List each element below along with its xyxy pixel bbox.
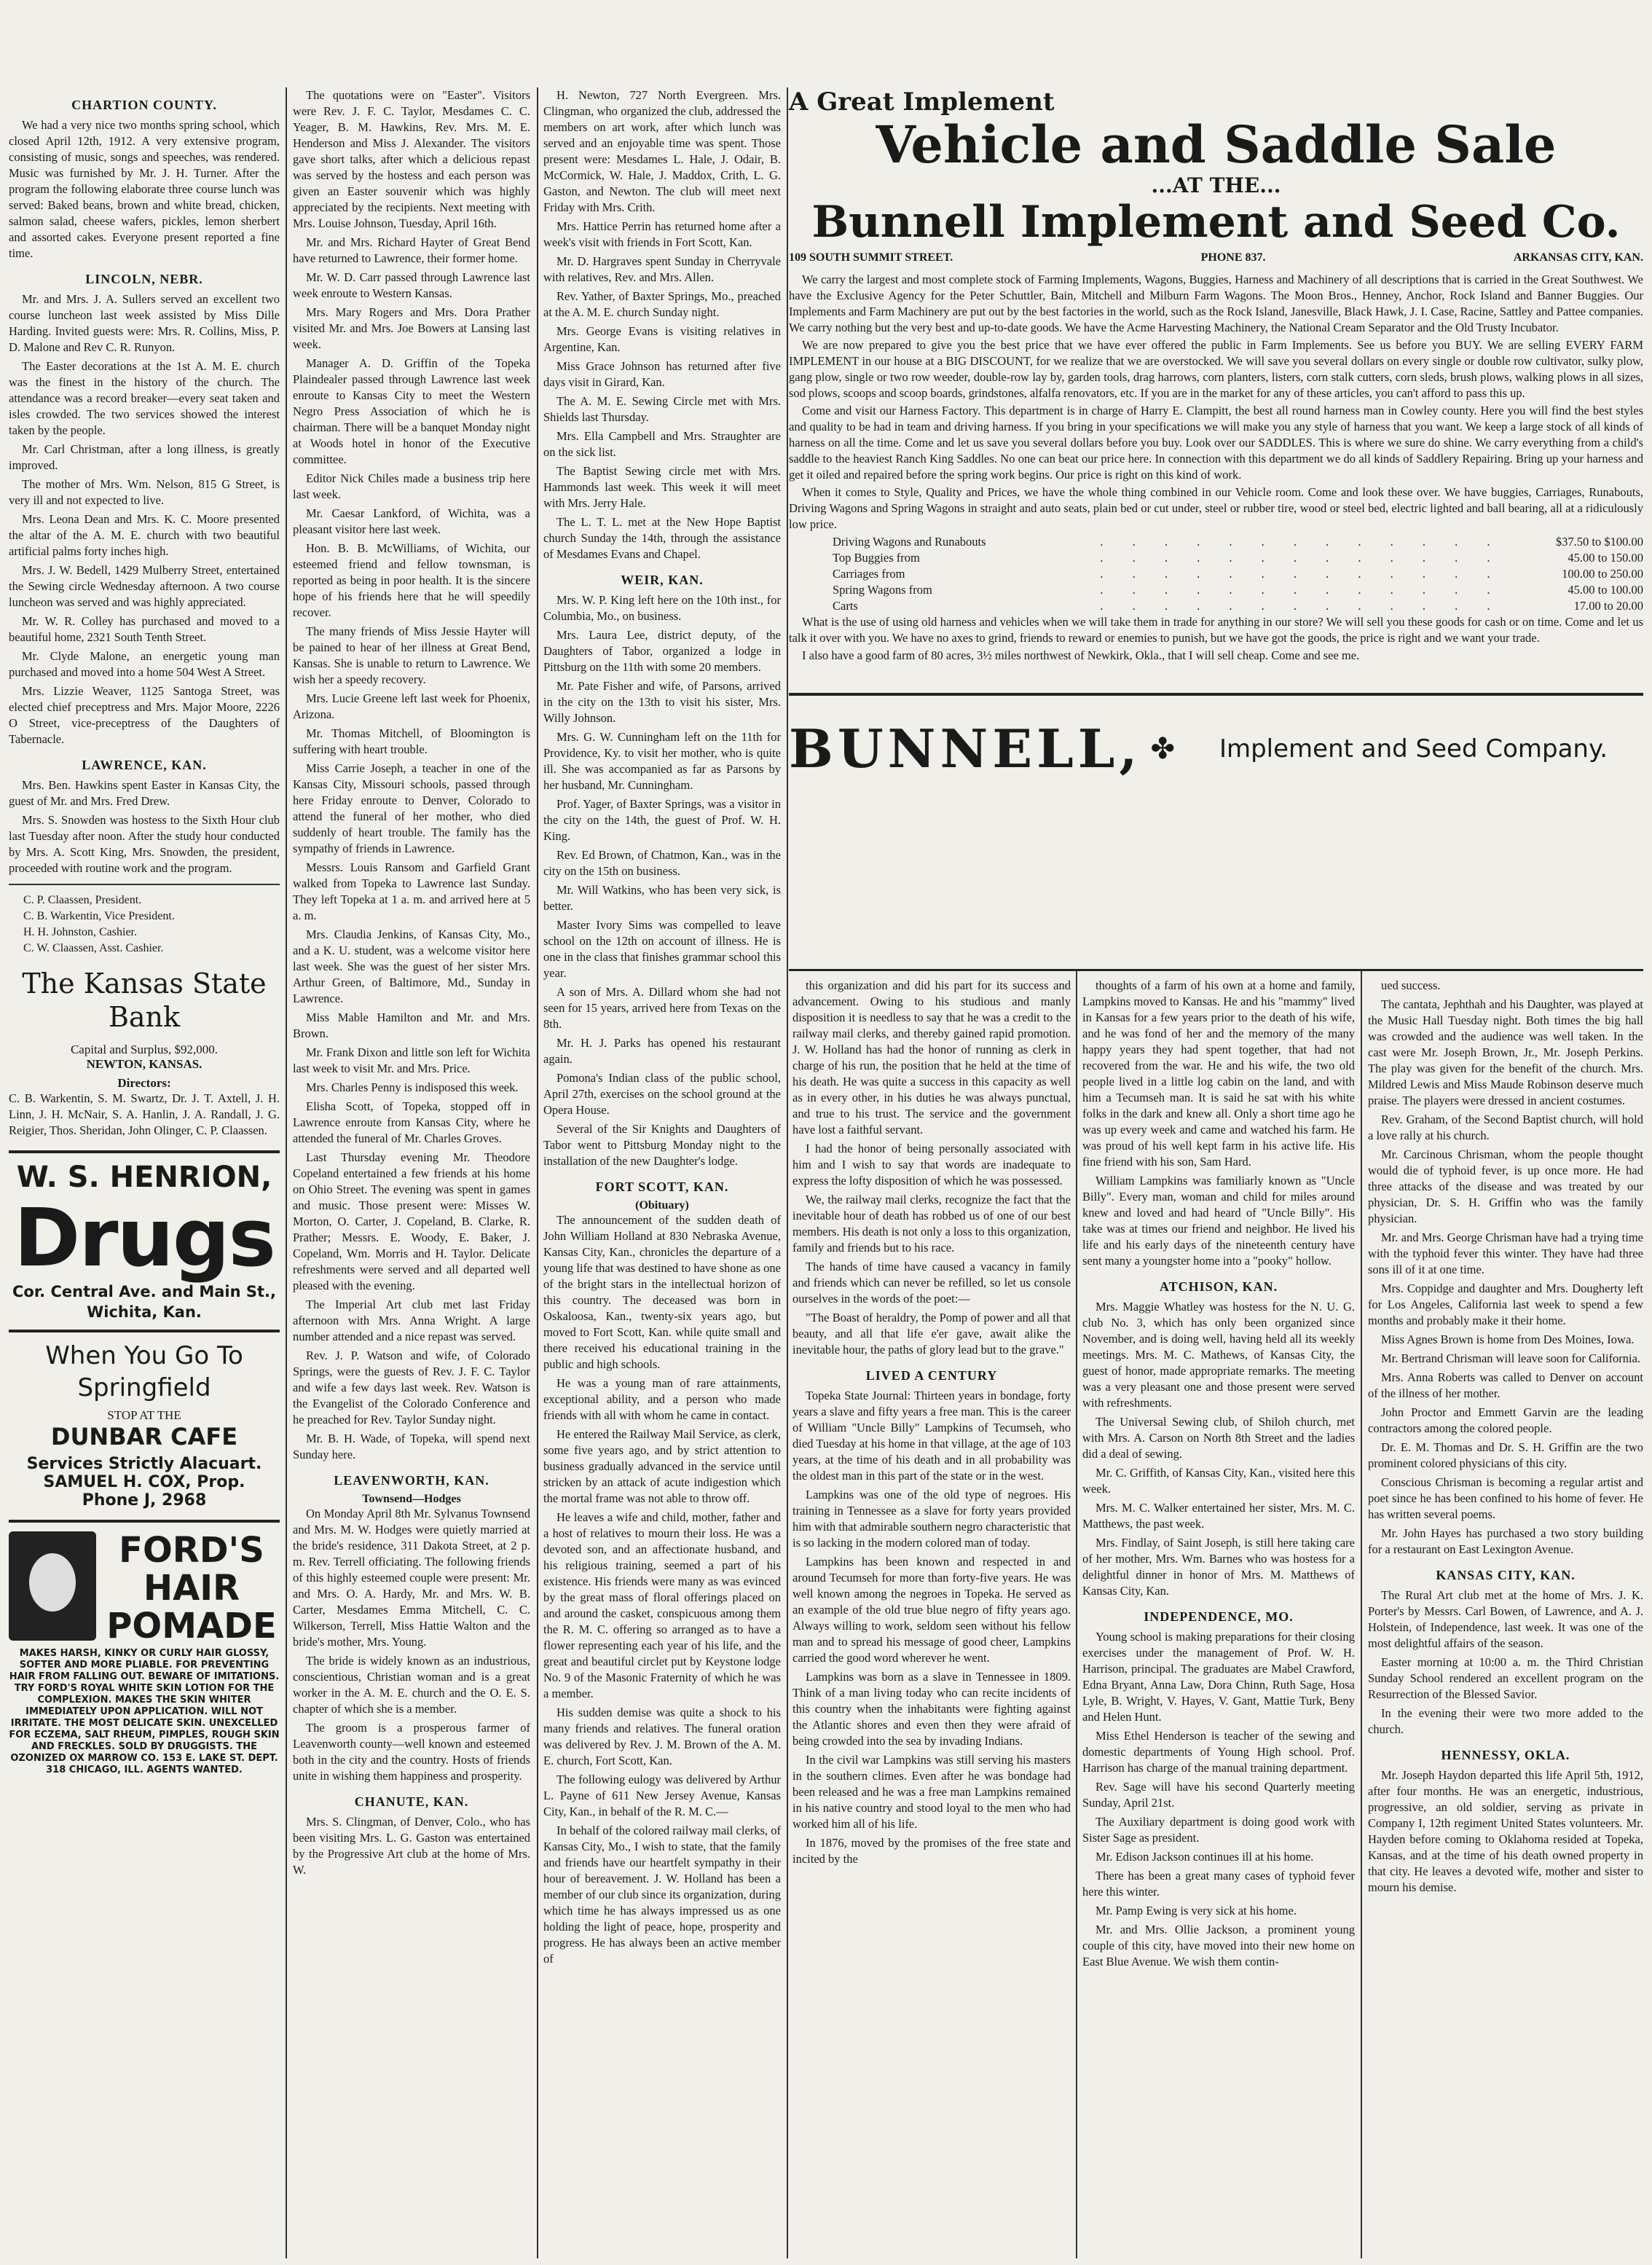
drugs-ad-name: W. S. HENRION, xyxy=(16,1161,272,1194)
ford-ad-title: FORD'S HAIR POMADE xyxy=(106,1530,277,1646)
ford-ad-text: MAKES HARSH, KINKY OR CURLY HAIR GLOSSY, SOFTER AND MORE PLIABLE. FOR PREVENTING HAIR FROM FALLING OUT. BEWARE OF IMITATIONS. TRY FORD'S ROYAL WHITE SKIN LOTION FOR THE COMPLEXION. MAKES THE SKIN WHITER IMMEDIATELY UPON APPLICATION. WILL NOT IRRITATE. THE MOST DELICATE SKIN. UNEXCELLED FOR ECZEMA, SALT RHEUM, PIMPLES, ROUGH SKIN AND FRECKLES. SOLD BY DRUGGISTS. THE OZONIZED OX MARROW CO. 153 E. LAKE ST. DEPT. 318 CHICAGO, ILL. AGENTS WANTED. xyxy=(9,1648,280,1775)
section-head-hennessy: HENNESSY, OKLA. xyxy=(1441,1748,1570,1762)
article-text: Mrs. G. W. Cunningham left on the 11th for Providence, Ky. to visit her mother, who is quite ill. She was accompanied as far as Parsons by her husband, Mr. Cunningham. xyxy=(543,730,781,792)
article-text: Mr. Clyde Malone, an energetic young man purchased and moved into a home 504 West A Street. xyxy=(9,649,280,679)
article-text: The Auxiliary department is doing good work with Sister Sage as president. xyxy=(1082,1815,1355,1845)
article-text: Easter morning at 10:00 a. m. the Third Christian Sunday School rendered an excellent program on the Resurrection of the Blessed Savior. xyxy=(1368,1655,1643,1701)
article-text: The announcement of the sudden death of John William Holland at 830 Nebraska Avenue, Kansas City, Kan., chronicles the departure of a young life that was destined to have shone as one of the bright stars in the intellectual horizon of this country. The deceased was born in Oskaloosa, Kan., twenty-six years ago, but moved to Fort Scott, Kan. while quite small and there received his educational training in the public and high schools. xyxy=(543,1213,781,1371)
article-text: Mr. D. Hargraves spent Sunday in Cherryvale with relatives, Rev. and Mrs. Allen. xyxy=(543,254,781,284)
ad-company-name: Bunnell Implement and Seed Co. xyxy=(811,197,1621,248)
ad-headline: Vehicle and Saddle Sale xyxy=(876,114,1557,175)
article-text: Mrs. Claudia Jenkins, of Kansas City, Mo., and a K. U. student, was a welcome visitor here last week. She was the guest of her sister Mrs. Arthur Green, of Baltimore, Md., Sunday in Lawrence. xyxy=(293,927,530,1005)
article-text: The quotations were on "Easter". Visitors were Rev. J. F. C. Taylor, Mesdames C. C. Yeager, B. M. Hawkins, Rev. Mrs. M. E. Henderson and Miss J. Alexander. The visitors gave short talks, after which a delicious repast was served by the hostess and each person was given an Easter souvenir which was highly appreciated by the recipients. Next meeting with Mrs. Louise Johnson, Tuesday, April 16th. xyxy=(293,88,530,230)
ad-top-line: A Great Implement xyxy=(789,87,1055,117)
article-text: Mrs. George Evans is visiting relatives in Argentine, Kan. xyxy=(543,324,781,354)
price-row: Carts . . . . . . . . . . . . . 17.00 to 20.00 xyxy=(833,599,1643,613)
column-2 xyxy=(293,87,530,2258)
article-text: Mr. W. D. Carr passed through Lawrence last week enroute to Western Kansas. xyxy=(293,270,530,300)
column-4 xyxy=(792,978,1071,2260)
article-text: He leaves a wife and child, mother, father and a host of relatives to mourn their loss. He was a devoted son, and an affectionate husband, and his religious training, seemed a part of his existence. His friends were many as was evinced by the great mass of floral offerings placed on and around the casket, conspicuous among them the R. M. C. offering so arranged as to have a flower representing each year of his life, and the great and beautiful circlet put by Keystone lodge No. 9 of the Masonic Fraternity of which he was a member. xyxy=(543,1510,781,1700)
article-text: The Imperial Art club met last Friday afternoon with Mrs. Anna Wright. A large number attended and a nice repast was served. xyxy=(293,1298,530,1343)
column-rule xyxy=(286,87,287,2258)
article-text: Mrs. S. Snowden was hostess to the Sixth Hour club last Tuesday after noon. After the study hour conducted by Mrs. A. Scott King, Mrs. Snowden, the president, proceeded with routine work and the program. xyxy=(9,813,280,875)
article-text: Mr. B. H. Wade, of Topeka, will spend next Sunday here. xyxy=(293,1432,530,1461)
article-text: Mrs. J. W. Bedell, 1429 Mulberry Street, entertained the Sewing circle Wednesday afternoon. A two course luncheon was served and was highly appreciated. xyxy=(9,563,280,609)
article-text: Master Ivory Sims was compelled to leave school on the 12th on account of illness. He is one in the class that finishes grammar school this year. xyxy=(543,918,781,980)
cafe-line: Services Strictly Alacuart. xyxy=(26,1455,262,1473)
article-text: He entered the Railway Mail Service, as clerk, some five years ago, and by strict attention to business gradually advanced in the service until stricken by an attack of acute indigestion which the mortal frame was not able to throw off. xyxy=(543,1427,781,1505)
column-rule xyxy=(1361,969,1362,2258)
ornament-icon: ✤ xyxy=(1150,732,1175,765)
cafe-ad xyxy=(9,1332,280,1523)
article-text: Lampkins was one of the old type of negroes. His training in Tennessee as a slave for forty years provided him with that admirable southern negro characteristic that is so lacking in the modern colored man of today. xyxy=(792,1488,1071,1550)
article-text: We, the railway mail clerks, recognize the fact that the inevitable hour of death has robbed us of one of our best members. His death is not only a loss to this organization, family and friends but to his race. xyxy=(792,1193,1071,1255)
article-text: H. Newton, 727 North Evergreen. Mrs. Clingman, who organized the club, addressed the members on art work, after which lunch was served and an enjoyable time was spent. Those present were: Mesdames L. Hale, J. Odair, B. McCormick, W. Hale, J. Maddox, Crith, L. G. Gaston, and Newton. The club will meet next Friday with Mrs. Crith. xyxy=(543,88,781,214)
article-text: thoughts of a farm of his own at a home and family, Lampkins moved to Kansas. He and his "mammy" lived in Kansas for a few years prior to the death of his wife, and he was fond of her and the memory of the many happy years they had spent together, that had not recovered from the war. He and his wife, the two old people lived in a little log cabin on the land, and with him a Tecumseh man. It is said he sat with his white folks in the dark and knew all. Only a short time ago he was up every week and came and watched his farm. He was proud of his well kept farm in his active life. His fine friend with his son, Sam Hard. xyxy=(1082,978,1355,1169)
price-row: Spring Wagons from . . . . . . . . . . . . . 45.00 to 100.00 xyxy=(833,583,1643,597)
article-text: Mr. and Mrs. Richard Hayter of Great Bend have returned to Lawrence, their former home. xyxy=(293,235,530,265)
article-text: The L. T. L. met at the New Hope Baptist church Sunday the 14th, through the assistance of Mesdames Evans and Chapel. xyxy=(543,515,781,561)
price-row: Top Buggies from . . . . . . . . . . . . . 45.00 to 150.00 xyxy=(833,551,1643,565)
drugs-ad-address: Cor. Central Ave. and Main St., Wichita, Kan. xyxy=(12,1283,276,1321)
article-text: Several of the Sir Knights and Daughters of Tabor went to Pittsburg Monday night to the installation of the new Daughter's lodge. xyxy=(543,1122,781,1168)
ad-text: When it comes to Style, Quality and Prices, we have the whole thing combined in our Vehicle room. Come and look these over. We have buggies, Carriages, Runabouts, Driving Wagons and Spring Wagons in straight and auto seats, plain bed or cut under, steel or rubber tire, wood or steel bed, electric lighted and ball bearing, all at a ridiculously low price. xyxy=(789,485,1643,531)
article-text: Mr. Pate Fisher and wife, of Parsons, arrived in the city on the 13th to visit his sister, Mrs. Willy Johnson. xyxy=(543,679,781,725)
section-subhead: Townsend—Hodges xyxy=(362,1493,461,1505)
cafe-line: When You Go To xyxy=(45,1341,243,1370)
article-text: Mrs. Charles Penny is indisposed this week. xyxy=(306,1080,519,1094)
section-head-leavenworth: LEAVENWORTH, KAN. xyxy=(334,1473,489,1488)
article-text: Mrs. Anna Roberts was called to Denver on account of the illness of her mother. xyxy=(1368,1370,1643,1400)
article-text: this organization and did his part for its success and advancement. Owing to his studious and manly disposition it is needless to say that he was a credit to the railway mail clerks, and thereby gained rapid promotion. J. W. Holland has had the honor of running as clerk in charge of his run, the position that he held at the time of his death. He was quite a success in this capacity as well as in every other, in his duties he was always punctual, and true to his trust. The service and the government have lost a faithful servant. xyxy=(792,978,1071,1137)
article-text: Mr. Pamp Ewing is very sick at his home. xyxy=(1096,1904,1297,1917)
article-text: Hon. B. B. McWilliams, of Wichita, our esteemed friend and fellow townsman, is reported as being in poor health. It is the sincere hope of his friends here that he will speedily recover. xyxy=(293,541,530,619)
article-text: We had a very nice two months spring school, which closed April 12th, 1912. A very extensive program, consisting of music, songs and speeches, was rendered. Music was furnished by Mr. J. H. Turner. After the program the following elaborate three course lunch was served: Baked beans, brown and white bread, chicken, salmon salad, cheese wafers, pickles, lemon sherbert and assorted cakes. Everyone present reported a fine time. xyxy=(9,118,280,260)
section-head-chanute: CHANUTE, KAN. xyxy=(354,1794,469,1809)
article-text: Mrs. Findlay, of Saint Joseph, is still here taking care of her mother, Mrs. Wm. Barnes who was hostess for a delightful dinner in honor of Mrs. M. Matthews of Kansas City, Kan. xyxy=(1082,1536,1355,1598)
section-head-atchison: ATCHISON, KAN. xyxy=(1159,1279,1278,1294)
ad-text: We carry the largest and most complete stock of Farming Implements, Wagons, Buggies, Harness and Machinery of all descriptions that is carried in the Great Southwest. We have the Exclusive Agency for the Peter Schuttler, Bain, Mitchell and Milburn Farm Wagons. The Moon Bros., Henney, Anchor, Rock Island and Banner Buggies. Our Implements and Farm Machinery are put out by the best factories in the world, such as the Rock Island, Janesville, Black Hawk, J. I. Case, Racine, Sattley and Pattee companies. We carry nothing but the very best and up-to-date goods. We have the Acme Harvesting Machinery, the National Cream Separator and the Old Trusty Incubator. xyxy=(789,272,1643,334)
article-text: Pomona's Indian class of the public school, April 27th, exercises on the school ground at the Opera House. xyxy=(543,1071,781,1117)
article-text: Young school is making preparations for their closing exercises under the management of Prof. W. H. Harrison, principal. The graduates are Mabel Crawford, Edna Bryant, Anna Law, Dora Chinn, Ruth Sage, Hosa Lyle, B. Wright, V. Hayes, V. Gant, Mattie Turk, Beny and Helen Hunt. xyxy=(1082,1630,1355,1724)
article-text: The bride is widely known as an industrious, conscientious, Christian woman and is a great worker in the A. M. E. church and the O. E. S. chapter of which she is a member. xyxy=(293,1654,530,1716)
column-5 xyxy=(1082,978,1355,2260)
section-head-lincoln: LINCOLN, NEBR. xyxy=(85,272,203,286)
ad-footer xyxy=(789,693,1643,780)
portrait-image xyxy=(9,1531,96,1641)
ad-text: I also have a good farm of 80 acres, 3½ miles northwest of Newkirk, Okla., that I will sell cheap. Come and see me. xyxy=(802,648,1360,662)
column-1 xyxy=(9,87,280,2258)
section-head-lived-a-century: LIVED A CENTURY xyxy=(865,1368,998,1383)
cafe-name: DUNBAR CAFE xyxy=(50,1423,238,1451)
article-text: A son of Mrs. A. Dillard whom she had not seen for 15 years, arrived here from Texas on the 8th. xyxy=(543,985,781,1031)
article-text: Miss Carrie Joseph, a teacher in one of the Kansas City, Missouri schools, passed through here Friday enroute to Denver, Colorado to attend the funeral of her mother, who died suddenly of heart trouble. The family has the sympathy of friends in Lawrence. xyxy=(293,761,530,855)
article-text: The following eulogy was delivered by Arthur L. Payne of 611 New Jersey Avenue, Kansas City, Kan., in behalf of the R. M. C.— xyxy=(543,1773,781,1818)
column-6 xyxy=(1368,978,1643,2260)
article-text: Rev. Ed Brown, of Chatmon, Kan., was in the city on the 15th on business. xyxy=(543,848,781,878)
cafe-proprietor: SAMUEL H. COX, Prop. xyxy=(43,1473,245,1491)
ad-footer-word: BUNNELL, xyxy=(789,718,1142,780)
article-text: Mr. Thomas Mitchell, of Bloomington is suffering with heart trouble. xyxy=(293,726,530,756)
article-text: Prof. Yager, of Baxter Springs, was a visitor in the city on the 14th, the guest of Prof. W. H. King. xyxy=(543,797,781,843)
article-text: Mrs. M. C. Walker entertained her sister, Mrs. M. C. Matthews, the past week. xyxy=(1082,1501,1355,1531)
article-text: William Lampkins was familiarly known as "Uncle Billy". Every man, woman and child for miles around knew and loved and had heard of "Uncle Billy". His take was at times our friend and neighbor. He lived his life and his early days of the nineteenth century have sent many a youngster home into a "pooky" hollow. xyxy=(1082,1174,1355,1268)
article-text: Dr. E. M. Thomas and Dr. S. H. Griffin are the two prominent colored physicians of this city. xyxy=(1368,1440,1643,1470)
article-text: Mr. Carcinous Chrisman, whom the people thought would die of typhoid fever, is up once more. He had three attacks of the disease and was treated by our physician, Dr. S. H. Griffin who was the family physician. xyxy=(1368,1147,1643,1225)
article-text: Mrs. Lucie Greene left last week for Phoenix, Arizona. xyxy=(293,691,530,721)
ad-footer-sub: Implement and Seed Company. xyxy=(1219,734,1608,763)
bank-officer: C. P. Claassen, President. xyxy=(23,894,142,906)
article-text: Miss Mable Hamilton and Mr. and Mrs. Brown. xyxy=(293,1010,530,1040)
article-text: Mr. Joseph Haydon departed this life April 5th, 1912, after four months. He was an energetic, industrious, progressive, an old soldier, serving as private in Company I, 12th regiment United States volunteers. Mr. Hayden before coming to Oklahoma resided at Topeka, Kansas, and at the time of his death owned property in that city. He leaves a devoted wife, mother and sister to mourn his demise. xyxy=(1368,1768,1643,1894)
bank-title: The Kansas State Bank xyxy=(22,967,267,1033)
ad-address: 109 SOUTH SUMMIT STREET. xyxy=(789,251,953,264)
article-text: Mr. and Mrs. Ollie Jackson, a prominent young couple of this city, have moved into their new home on East Blue Avenue. We wish them contin- xyxy=(1082,1923,1355,1968)
section-head-lawrence: LAWRENCE, KAN. xyxy=(82,758,207,772)
article-text: Rev. J. P. Watson and wife, of Colorado Springs, were the guests of Rev. J. F. C. Taylor and wife a few days last week. Rev. Watson is the Evangelist of the Colorado Conference and he preached for Rev. Taylor Sunday night. xyxy=(293,1349,530,1426)
article-text: Mrs. Mary Rogers and Mrs. Dora Prather visited Mr. and Mrs. Joe Bowers at Lansing last week. xyxy=(293,305,530,351)
article-text: In the civil war Lampkins was still serving his masters in the southern climes. Even after he was bondage had been released and he was a free man Lampkins remained in his native country and stood loyal to the men who had worked him all of his life. xyxy=(792,1753,1071,1831)
ford-pomade-ad xyxy=(9,1531,280,1837)
article-text: The Easter decorations at the 1st A. M. E. church was the finest in the history of the church. The attendance was a record breaker—every seat taken and isles crowded. The two services showed the interest taken by the people. xyxy=(9,359,280,437)
bank-capital: Capital and Surplus, $92,000. xyxy=(70,1043,219,1056)
article-text: In behalf of the colored railway mail clerks, of Kansas City, Mo., I wish to state, that the family and friends have our heartfelt sympathy in their hour of bereavement. J. W. Holland has been a member of our club since its organization, during which time he has always impressed us as one holding the light of peace, hope, prosperity and progress. He has always been an active member of xyxy=(543,1824,781,1966)
cafe-line: STOP AT THE xyxy=(107,1408,181,1422)
article-text: In the evening their were two more added to the church. xyxy=(1368,1706,1643,1736)
article-text: Messrs. Louis Ransom and Garfield Grant walked from Topeka to Lawrence last Sunday. They left Topeka at 1 a. m. and arrived here at 5 a. m. xyxy=(293,860,530,922)
drugs-ad-word: Drugs xyxy=(13,1191,275,1284)
article-text: Mrs. Ben. Hawkins spent Easter in Kansas City, the guest of Mr. and Mrs. Fred Drew. xyxy=(9,778,280,808)
article-text: Mrs. Ella Campbell and Mrs. Straughter are on the sick list. xyxy=(543,429,781,459)
section-head-weir: WEIR, KAN. xyxy=(621,573,704,587)
article-text: Mr. Frank Dixon and little son left for Wichita last week to visit Mr. and Mrs. Price. xyxy=(293,1045,530,1075)
divider xyxy=(789,969,1643,971)
section-head-kansas-city: KANSAS CITY, KAN. xyxy=(1436,1568,1576,1582)
article-text: His sudden demise was quite a shock to his many friends and relatives. The funeral oration was delivered by Rev. J. M. Brown of the A. M. E. church, Fort Scott, Kan. xyxy=(543,1705,781,1767)
article-text: The Baptist Sewing circle met with Mrs. Hammonds last week. This week it will meet with Mrs. Jerry Hale. xyxy=(543,464,781,510)
article-text: Mrs. Maggie Whatley was hostess for the N. U. G. club No. 3, which has only been organized since November, and is doing well, having held all its weekly meetings. Mrs. M. C. Mathews, of Kansas City, the guest of honor, made appropriate remarks. The meeting was a very pleasant one and those present were served with refreshments. xyxy=(1082,1300,1355,1410)
price-row: Driving Wagons and Runabouts . . . . . . . . . . . . . $37.50 to $100.00 xyxy=(833,535,1643,549)
article-text: There has been a great many cases of typhoid fever here this winter. xyxy=(1082,1869,1355,1899)
article-text: Mr. C. Griffith, of Kansas City, Kan., visited here this week. xyxy=(1082,1466,1355,1496)
article-text: He was a young man of rare attainments, exceptional ability, and a person who made friends with all with whom he came in contact. xyxy=(543,1376,781,1422)
article-text: Miss Agnes Brown is home from Des Moines, Iowa. xyxy=(1381,1332,1635,1346)
article-text: Conscious Chrisman is becoming a regular artist and poet since he has been confined to his home of fever. He has written several poems. xyxy=(1368,1475,1643,1521)
article-text: Elisha Scott, of Topeka, stopped off in Lawrence enroute from Kansas City, where he attended the funeral of Mr. Charles Groves. xyxy=(293,1099,530,1145)
article-text: Miss Grace Johnson has returned after five days visit in Girard, Kan. xyxy=(543,359,781,389)
article-text: Rev. Yather, of Baxter Springs, Mo., preached at the A. M. E. church Sunday night. xyxy=(543,289,781,319)
column-rule xyxy=(787,87,788,2258)
article-text: The Universal Sewing club, of Shiloh church, met with Mrs. A. Carson on North 8th Street and the ladies did a deal of sewing. xyxy=(1082,1415,1355,1461)
ad-text: Come and visit our Harness Factory. This department is in charge of Harry E. Clampitt, the best all round harness man in Cowley county. Here you will find the best styles and quality to be had in team and driving harness. If you bring in your specifications we will make you any style of harness that you want. We keep a large stock of all kinds of harness on all the time. Come and let us save you several dollars before you buy. Look over our SADDLES. This is where we sure do shine. We carry everything from a child's saddle to the heaviest Ranch King Saddles. No one can beat our price here. In connection with this department we do all kinds of Saddlery Repairing. Bring up your harness and get it oiled and repaired before the spring work begins. Our price is right on this kind of work. xyxy=(789,404,1643,482)
article-text: ued success. xyxy=(1381,978,1441,992)
article-text: Mr. and Mrs. George Chrisman have had a trying time with the typhoid fever this winter. They have had three sons ill of it at one time. xyxy=(1368,1230,1643,1276)
section-head-fort-scott: FORT SCOTT, KAN. xyxy=(595,1179,729,1194)
price-row: Carriages from . . . . . . . . . . . . . 100.00 to 250.00 xyxy=(833,567,1643,581)
article-text: The groom is a prosperous farmer of Leavenworth county—well known and esteemed both in the city and the country. Hosts of friends unite in wishing them happiness and prosperity. xyxy=(293,1721,530,1783)
article-text: Mr. W. R. Colley has purchased and moved to a beautiful home, 2321 South Tenth Street. xyxy=(9,614,280,644)
ad-address-line xyxy=(789,251,1643,264)
ad-phone: PHONE 837. xyxy=(1200,251,1266,264)
article-text: The many friends of Miss Jessie Hayter will be pained to hear of her illness at Great Bend, Kansas. She is unable to return to Lawrence. We wish her a speedy recovery. xyxy=(293,624,530,686)
bank-directors: C. B. Warkentin, S. M. Swartz, Dr. J. T. Axtell, J. H. Linn, J. H. McNair, S. A. Hanlin, J. A. Randall, J. G. Reigier, Thos. Sheridan, John Olinger, C. P. Claassen. xyxy=(9,1091,280,1137)
article-text: "The Boast of heraldry, the Pomp of power and all that beauty, and all that life e'er gave, await alike the inevitable hour, the paths of glory lead but to the grave." xyxy=(792,1311,1071,1357)
bank-officer: H. H. Johnston, Cashier. xyxy=(23,926,137,938)
article-text: Last Thursday evening Mr. Theodore Copeland entertained a few friends at his home on Ohio Street. The evening was spent in games and music. Those present were: Misses W. Morton, O. Carter, J. Copeland, B. Clarke, R. Prather; Messrs. E. Woody, E. Baker, J. Copeland, Wm. Morris and H. Taylor. Delicate refreshments were served and all departed well pleased with the evening. xyxy=(293,1150,530,1292)
ad-city: ARKANSAS CITY, KAN. xyxy=(1513,251,1643,264)
section-head-chariton: CHARTION COUNTY. xyxy=(71,98,217,112)
drugs-ad xyxy=(9,1150,280,1332)
bunnell-advertisement xyxy=(789,87,1643,969)
article-text: Mrs. Lizzie Weaver, 1125 Santoga Street, was elected chief preceptress and Mrs. Major Moore, 2226 O Street, vice-preceptress of the Daughters of Tabernacle. xyxy=(9,684,280,746)
bank-officer: C. B. Warkentin, Vice President. xyxy=(23,910,175,922)
article-text: Mrs. S. Clingman, of Denver, Colo., who has been visiting Mrs. L. G. Gaston was entertained by the Progressive Art club at the home of Mrs. W. xyxy=(293,1815,530,1877)
article-text: I had the honor of being personally associated with him and I wish to say that words are inadequate to express the lofty disposition of which he was possessed. xyxy=(792,1142,1071,1188)
ad-text: What is the use of using old harness and vehicles when we will take them in trade for anything in our store? We will sell you these goods for cash or on time. Come and let us talk it over with you. We have no axes to grind, friends to reward or enemies to punish, but we have got the goods, the price is right and we want your trade. xyxy=(789,615,1643,645)
ad-text: We are now prepared to give you the best price that we have ever offered the public in Farm Implements. See us before you BUY. We are selling EVERY FARM IMPLEMENT in our house at a BIG DISCOUNT, for we realize that we are overstocked. We will save you several dollars on every single or double row cultivator, sulky plow, gang plow, single or two row weeder, double-row lay by, garden tools, drag harrows, corn planters, listers, corn stalk cutters, corn sleds, brush plows, walking plows in all sizes, sod plows, scoops and scoop boards, grindstones, alfalfa renovators, etc. If you are in the market for any of these articles, you can't afford to pass this up. xyxy=(789,338,1643,400)
ad-at-the: ...AT THE... xyxy=(1151,173,1281,197)
article-text: Topeka State Journal: Thirteen years in bondage, forty years a slave and fifty years a free man. This is the career of William "Uncle Billy" Lampkins of Tecumseh, who died Tuesday at his home in that village, at the age of 103 years, at the time of his death and in all probability was the oldest man in this part of the state or in the west. xyxy=(792,1389,1071,1483)
article-text: Rev. Graham, of the Second Baptist church, will hold a love rally at his church. xyxy=(1368,1112,1643,1142)
article-text: John Proctor and Emmett Garvin are the leading contractors among the colored people. xyxy=(1368,1405,1643,1435)
article-text: Mrs. W. P. King left here on the 10th inst., for Columbia, Mo., on business. xyxy=(543,593,781,623)
bank-city: NEWTON, KANSAS. xyxy=(86,1057,202,1071)
article-text: Lampkins was born as a slave in Tennessee in 1809. Think of a man living today who can recite incidents of this country when the inhabitants were fighting against the Atlantic shores and even then they were afraid of being crowded into the sea by invading Indians. xyxy=(792,1670,1071,1748)
price-list xyxy=(789,534,1643,614)
article-text: Mr. Will Watkins, who has been very sick, is better. xyxy=(543,883,781,913)
article-text: Mrs. Hattice Perrin has returned home after a week's visit with friends in Fort Scott, Kan. xyxy=(543,219,781,249)
article-text: In 1876, moved by the promises of the free state and incited by the xyxy=(792,1836,1071,1866)
article-text: Mr. Edison Jackson continues ill at his home. xyxy=(1096,1850,1314,1864)
article-text: Mr. H. J. Parks has opened his restaurant again. xyxy=(543,1036,781,1066)
article-text: Mr. Caesar Lankford, of Wichita, was a pleasant visitor here last week. xyxy=(293,506,530,536)
divider xyxy=(9,884,280,885)
cafe-line: Springfield xyxy=(77,1373,211,1402)
article-text: Mrs. Laura Lee, district deputy, of the Daughters of Tabor, organized a lodge in Pittsburg on the 11th with some 20 members. xyxy=(543,628,781,674)
article-text: Lampkins has been known and respected in and around Tecumseh for more than forty-five years. He was well known among the negroes in Topeka. He served as an example of the old true blue negro of fifty years ago. Always willing to work, seldom seen without his fellow man and to spread his message of good cheer, Lampkins carried the good word wherever he went. xyxy=(792,1555,1071,1665)
article-text: Mr. John Hayes has purchased a two story building for a restaurant on East Lexington Avenue. xyxy=(1368,1526,1643,1556)
section-subhead: (Obituary) xyxy=(635,1199,689,1212)
bank-directors-head: Directors: xyxy=(117,1076,171,1090)
article-text: Editor Nick Chiles made a business trip here last week. xyxy=(293,471,530,501)
article-text: Miss Ethel Henderson is teacher of the sewing and domestic departments of Young High school. Prof. Harrison has charge of the manual training department. xyxy=(1082,1729,1355,1775)
bank-officer: C. W. Claassen, Asst. Cashier. xyxy=(23,942,164,954)
article-text: The A. M. E. Sewing Circle met with Mrs. Shields last Thursday. xyxy=(543,394,781,424)
column-rule xyxy=(1076,969,1077,2258)
article-text: The hands of time have caused a vacancy in family and friends which can never be refilled, so let us console ourselves in the words of the poet:— xyxy=(792,1260,1071,1306)
cafe-phone: Phone J, 2968 xyxy=(82,1491,207,1510)
article-text: Manager A. D. Griffin of the Topeka Plaindealer passed through Lawrence last week enroute to Kansas City to meet the Western Negro Press Association of which he is chairman. There will be a banquet Monday night at Woods hotel in honor of the Executive committee. xyxy=(293,356,530,466)
column-3 xyxy=(543,87,781,2258)
article-text: The Rural Art club met at the home of Mrs. J. K. Porter's by Messrs. Carl Bowen, of Lawrence, and A. J. Holstein, of Independence, last week. It was one of the most delightful affairs of the season. xyxy=(1368,1588,1643,1650)
column-rule xyxy=(537,87,538,2258)
article-text: Mr. and Mrs. J. A. Sullers served an excellent two course luncheon last week assisted by Miss Dille Harding. Invited guests were: Mrs. R. Collins, Miss, P. D. Malone and Rev C. R. Runyon. xyxy=(9,292,280,354)
article-text: Mr. Bertrand Chrisman will leave soon for California. xyxy=(1381,1351,1641,1365)
article-text: The cantata, Jephthah and his Daughter, was played at the Music Hall Tuesday night. Both times the big hall was crowded and the audience was well taken. In the cast were Mr. Joseph Brown, Jr., Mr. Joseph Perkins. The play was given for the benefit of the church. Mrs. Mildred Lewis and Miss Maude Robinson deserve much praise. The players were dressed in ancient costumes. xyxy=(1368,997,1643,1107)
article-text: The mother of Mrs. Wm. Nelson, 815 G Street, is very ill and not expected to live. xyxy=(9,477,280,507)
article-text: Mrs. Leona Dean and Mrs. K. C. Moore presented the altar of the A. M. E. church with two beautiful artificial palms forty inches high. xyxy=(9,512,280,558)
article-text: Mr. Carl Christman, after a long illness, is greatly improved. xyxy=(9,442,280,472)
article-text: On Monday April 8th Mr. Sylvanus Townsend and Mrs. M. W. Hodges were quietly married at the bride's residence, 311 Dakota Street, at 2 p. m. Rev. Terrell officiating. The following friends of this highly esteemed couple were present: Mr. and Mrs. O. A. Hardy, Mr. and Mrs. W. B. Carter, Mesdames Emma Mitchell, C. C. Wilkerson, Terrell, Miss Hattie Walton and the bride's mother, Mrs. Young. xyxy=(293,1507,530,1649)
article-text: Mrs. Coppidge and daughter and Mrs. Dougherty left for Los Angeles, California last week to spend a few months and probably make it their home. xyxy=(1368,1281,1643,1327)
article-text: Rev. Sage will have his second Quarterly meeting Sunday, April 21st. xyxy=(1082,1780,1355,1810)
section-head-independence: INDEPENDENCE, MO. xyxy=(1144,1609,1294,1624)
